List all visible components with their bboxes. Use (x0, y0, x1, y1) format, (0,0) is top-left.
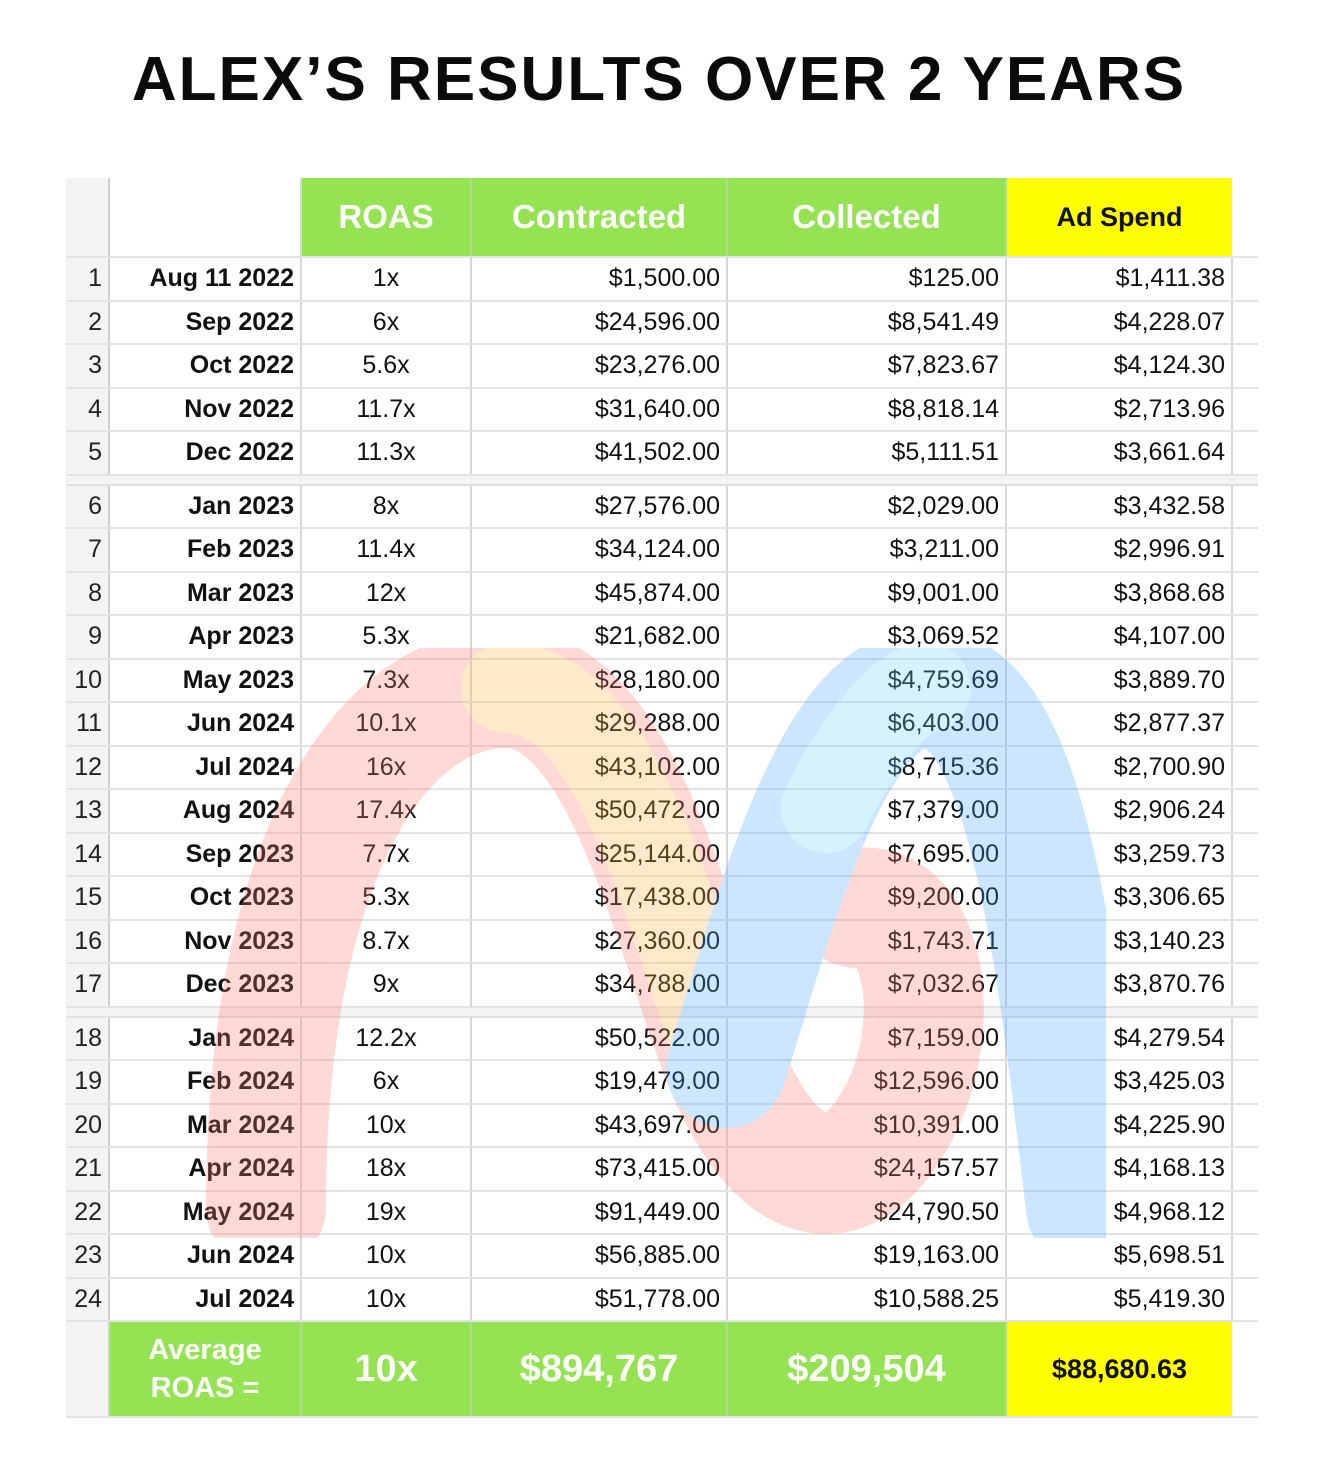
roas-cell: 6x (301, 301, 471, 345)
date-cell: Oct 2023 (109, 876, 301, 920)
contracted-cell: $17,438.00 (471, 876, 727, 920)
table-row (66, 257, 1258, 301)
contracted-cell: $51,778.00 (471, 1278, 727, 1322)
ad-spend-cell: $4,968.12 (1006, 1191, 1232, 1235)
row-number-cell: 20 (66, 1104, 109, 1148)
pad-cell (1232, 1278, 1258, 1322)
header-row (66, 178, 1258, 257)
pad-cell (1232, 789, 1258, 833)
table-row (66, 1234, 1258, 1278)
date-cell: Jan 2023 (109, 485, 301, 529)
ad-spend-cell: $3,432.58 (1006, 485, 1232, 529)
ad-spend-cell: $3,259.73 (1006, 833, 1232, 877)
contracted-cell: $27,576.00 (471, 485, 727, 529)
contracted-cell: $23,276.00 (471, 344, 727, 388)
row-number-cell: 23 (66, 1234, 109, 1278)
contracted-cell: $27,360.00 (471, 920, 727, 964)
ad-spend-cell: $4,168.13 (1006, 1147, 1232, 1191)
date-cell: Dec 2023 (109, 963, 301, 1007)
ad-spend-cell: $4,107.00 (1006, 615, 1232, 659)
collected-cell: $24,790.50 (727, 1191, 1006, 1235)
pad-cell (1232, 485, 1258, 529)
contracted-cell: $28,180.00 (471, 659, 727, 703)
date-cell: Sep 2022 (109, 301, 301, 345)
group-separator (66, 475, 1258, 485)
pad-cell (1232, 833, 1258, 877)
date-cell: May 2023 (109, 659, 301, 703)
collected-cell: $4,759.69 (727, 659, 1006, 703)
separator-cell (1232, 475, 1258, 485)
row-number-cell: 4 (66, 388, 109, 432)
date-cell: Mar 2023 (109, 572, 301, 616)
average-label (109, 1321, 301, 1417)
collected-cell: $7,823.67 (727, 344, 1006, 388)
total-roas: 10x (301, 1321, 471, 1417)
pad-cell (1232, 1147, 1258, 1191)
roas-cell: 11.4x (301, 528, 471, 572)
separator-cell (1006, 475, 1232, 485)
separator-cell (471, 1007, 727, 1017)
contracted-cell: $50,522.00 (471, 1017, 727, 1061)
row-number-cell: 7 (66, 528, 109, 572)
collected-header: Collected (727, 178, 1006, 257)
table-row (66, 1017, 1258, 1061)
collected-cell: $8,715.36 (727, 746, 1006, 790)
ad-spend-cell: $3,661.64 (1006, 431, 1232, 475)
collected-cell: $12,596.00 (727, 1060, 1006, 1104)
pad-cell (1232, 1104, 1258, 1148)
table-row (66, 963, 1258, 1007)
date-cell: Jan 2024 (109, 1017, 301, 1061)
table-body (66, 257, 1258, 1321)
row-number-cell: 16 (66, 920, 109, 964)
contracted-header: Contracted (471, 178, 727, 257)
ad-spend-cell: $3,425.03 (1006, 1060, 1232, 1104)
contracted-cell: $21,682.00 (471, 615, 727, 659)
row-number-cell: 13 (66, 789, 109, 833)
table-row (66, 344, 1258, 388)
collected-cell: $10,588.25 (727, 1278, 1006, 1322)
table-row (66, 659, 1258, 703)
table-row (66, 388, 1258, 432)
date-cell: Apr 2023 (109, 615, 301, 659)
roas-cell: 17.4x (301, 789, 471, 833)
row-number-cell: 19 (66, 1060, 109, 1104)
pad-cell (1232, 1321, 1258, 1417)
collected-cell: $24,157.57 (727, 1147, 1006, 1191)
total-collected: $209,504 (727, 1321, 1006, 1417)
row-number-cell: 15 (66, 876, 109, 920)
collected-cell: $7,032.67 (727, 963, 1006, 1007)
date-cell: Jul 2024 (109, 1278, 301, 1322)
ad-spend-header: Ad Spend (1006, 178, 1232, 257)
contracted-cell: $19,479.00 (471, 1060, 727, 1104)
pad-cell (1232, 528, 1258, 572)
page-title: ALEX’S RESULTS OVER 2 YEARS (131, 45, 1187, 114)
row-number-cell: 11 (66, 702, 109, 746)
collected-cell: $19,163.00 (727, 1234, 1006, 1278)
table-row (66, 833, 1258, 877)
ad-spend-cell: $5,698.51 (1006, 1234, 1232, 1278)
ad-spend-cell: $3,889.70 (1006, 659, 1232, 703)
contracted-cell: $56,885.00 (471, 1234, 727, 1278)
pad-cell (1232, 876, 1258, 920)
row-number-cell (66, 1321, 109, 1417)
date-cell: Aug 2024 (109, 789, 301, 833)
contracted-cell: $34,124.00 (471, 528, 727, 572)
collected-cell: $7,379.00 (727, 789, 1006, 833)
ad-spend-cell: $2,700.90 (1006, 746, 1232, 790)
collected-cell: $6,403.00 (727, 702, 1006, 746)
row-number-cell: 21 (66, 1147, 109, 1191)
date-cell: Oct 2022 (109, 344, 301, 388)
pad-cell (1232, 615, 1258, 659)
table-row (66, 528, 1258, 572)
contracted-cell: $50,472.00 (471, 789, 727, 833)
date-cell: Mar 2024 (109, 1104, 301, 1148)
ad-spend-cell: $2,877.37 (1006, 702, 1232, 746)
pad-cell (1232, 257, 1258, 301)
pad-cell (1232, 702, 1258, 746)
collected-cell: $9,200.00 (727, 876, 1006, 920)
ad-spend-cell: $4,124.30 (1006, 344, 1232, 388)
ad-spend-cell: $1,411.38 (1006, 257, 1232, 301)
pad-cell (1232, 963, 1258, 1007)
collected-cell: $7,695.00 (727, 833, 1006, 877)
collected-cell: $10,391.00 (727, 1104, 1006, 1148)
date-cell: Feb 2024 (109, 1060, 301, 1104)
row-number-cell: 5 (66, 431, 109, 475)
date-header (109, 178, 301, 257)
row-number-cell: 17 (66, 963, 109, 1007)
roas-cell: 7.3x (301, 659, 471, 703)
total-ad-spend: $88,680.63 (1006, 1321, 1232, 1417)
collected-cell: $9,001.00 (727, 572, 1006, 616)
pad-cell (1232, 431, 1258, 475)
pad-cell (1232, 1017, 1258, 1061)
pad-cell (1232, 1234, 1258, 1278)
table-row (66, 1060, 1258, 1104)
roas-cell: 10x (301, 1104, 471, 1148)
date-cell: Jun 2024 (109, 1234, 301, 1278)
date-cell: Feb 2023 (109, 528, 301, 572)
roas-cell: 12x (301, 572, 471, 616)
roas-cell: 11.7x (301, 388, 471, 432)
table-row (66, 920, 1258, 964)
separator-cell (109, 475, 301, 485)
roas-cell: 12.2x (301, 1017, 471, 1061)
pad-cell (1232, 746, 1258, 790)
table-row (66, 485, 1258, 529)
table-row (66, 746, 1258, 790)
ad-spend-cell: $2,713.96 (1006, 388, 1232, 432)
roas-cell: 10x (301, 1278, 471, 1322)
ad-spend-cell: $5,419.30 (1006, 1278, 1232, 1322)
roas-header: ROAS (301, 178, 471, 257)
row-number-cell: 12 (66, 746, 109, 790)
separator-cell (301, 1007, 471, 1017)
ad-spend-cell: $3,870.76 (1006, 963, 1232, 1007)
roas-cell: 16x (301, 746, 471, 790)
group-separator (66, 1007, 1258, 1017)
ad-spend-cell: $2,906.24 (1006, 789, 1232, 833)
pad-cell (1232, 388, 1258, 432)
separator-cell (471, 475, 727, 485)
row-number-cell: 18 (66, 1017, 109, 1061)
row-number-cell: 1 (66, 257, 109, 301)
roas-cell: 19x (301, 1191, 471, 1235)
date-cell: Apr 2024 (109, 1147, 301, 1191)
ad-spend-cell: $2,996.91 (1006, 528, 1232, 572)
roas-cell: 10.1x (301, 702, 471, 746)
separator-cell (66, 475, 109, 485)
roas-cell: 10x (301, 1234, 471, 1278)
roas-cell: 7.7x (301, 833, 471, 877)
row-number-cell: 8 (66, 572, 109, 616)
pad-cell (1232, 1060, 1258, 1104)
roas-cell: 5.3x (301, 876, 471, 920)
collected-cell: $5,111.51 (727, 431, 1006, 475)
contracted-cell: $45,874.00 (471, 572, 727, 616)
table-row (66, 1278, 1258, 1322)
contracted-cell: $43,697.00 (471, 1104, 727, 1148)
table-row (66, 876, 1258, 920)
contracted-cell: $34,788.00 (471, 963, 727, 1007)
date-cell: Jun 2024 (109, 702, 301, 746)
separator-cell (727, 475, 1006, 485)
collected-cell: $3,211.00 (727, 528, 1006, 572)
pad-cell (1232, 178, 1258, 257)
contracted-cell: $91,449.00 (471, 1191, 727, 1235)
roas-cell: 18x (301, 1147, 471, 1191)
row-number-cell: 10 (66, 659, 109, 703)
roas-cell: 5.6x (301, 344, 471, 388)
row-number-cell: 3 (66, 344, 109, 388)
date-cell: Aug 11 2022 (109, 257, 301, 301)
roas-cell: 8x (301, 485, 471, 529)
separator-cell (1006, 1007, 1232, 1017)
table-row (66, 702, 1258, 746)
results-table (66, 178, 1258, 1418)
average-label-line1: Average (148, 1334, 262, 1366)
ad-spend-cell: $4,279.54 (1006, 1017, 1232, 1061)
contracted-cell: $43,102.00 (471, 746, 727, 790)
contracted-cell: $29,288.00 (471, 702, 727, 746)
table-row (66, 1104, 1258, 1148)
pad-cell (1232, 920, 1258, 964)
date-cell: Dec 2022 (109, 431, 301, 475)
table-row (66, 615, 1258, 659)
separator-cell (301, 475, 471, 485)
footer-row (66, 1321, 1258, 1417)
roas-cell: 1x (301, 257, 471, 301)
total-contracted: $894,767 (471, 1321, 727, 1417)
roas-cell: 6x (301, 1060, 471, 1104)
date-cell: May 2024 (109, 1191, 301, 1235)
pad-cell (1232, 344, 1258, 388)
separator-cell (109, 1007, 301, 1017)
date-cell: Nov 2022 (109, 388, 301, 432)
pad-cell (1232, 301, 1258, 345)
results-spreadsheet (66, 178, 1258, 1418)
date-cell: Sep 2023 (109, 833, 301, 877)
ad-spend-cell: $4,228.07 (1006, 301, 1232, 345)
ad-spend-cell: $3,868.68 (1006, 572, 1232, 616)
row-number-cell: 2 (66, 301, 109, 345)
separator-cell (727, 1007, 1006, 1017)
collected-cell: $1,743.71 (727, 920, 1006, 964)
pad-cell (1232, 1191, 1258, 1235)
collected-cell: $8,541.49 (727, 301, 1006, 345)
roas-cell: 8.7x (301, 920, 471, 964)
contracted-cell: $1,500.00 (471, 257, 727, 301)
collected-cell: $8,818.14 (727, 388, 1006, 432)
row-number-cell: 14 (66, 833, 109, 877)
table-row (66, 301, 1258, 345)
row-number-cell: 22 (66, 1191, 109, 1235)
roas-cell: 11.3x (301, 431, 471, 475)
row-number-header (66, 178, 109, 257)
contracted-cell: $24,596.00 (471, 301, 727, 345)
roas-cell: 5.3x (301, 615, 471, 659)
row-number-cell: 24 (66, 1278, 109, 1322)
contracted-cell: $31,640.00 (471, 388, 727, 432)
table-row (66, 789, 1258, 833)
table-row (66, 431, 1258, 475)
roas-cell: 9x (301, 963, 471, 1007)
date-cell: Nov 2023 (109, 920, 301, 964)
row-number-cell: 6 (66, 485, 109, 529)
collected-cell: $2,029.00 (727, 485, 1006, 529)
contracted-cell: $25,144.00 (471, 833, 727, 877)
table-row (66, 572, 1258, 616)
pad-cell (1232, 659, 1258, 703)
average-label-line2: ROAS = (150, 1372, 260, 1404)
separator-cell (1232, 1007, 1258, 1017)
separator-cell (66, 1007, 109, 1017)
row-number-cell: 9 (66, 615, 109, 659)
table-row (66, 1147, 1258, 1191)
ad-spend-cell: $4,225.90 (1006, 1104, 1232, 1148)
table-row (66, 1191, 1258, 1235)
contracted-cell: $41,502.00 (471, 431, 727, 475)
collected-cell: $7,159.00 (727, 1017, 1006, 1061)
collected-cell: $125.00 (727, 257, 1006, 301)
date-cell: Jul 2024 (109, 746, 301, 790)
contracted-cell: $73,415.00 (471, 1147, 727, 1191)
ad-spend-cell: $3,140.23 (1006, 920, 1232, 964)
ad-spend-cell: $3,306.65 (1006, 876, 1232, 920)
pad-cell (1232, 572, 1258, 616)
collected-cell: $3,069.52 (727, 615, 1006, 659)
